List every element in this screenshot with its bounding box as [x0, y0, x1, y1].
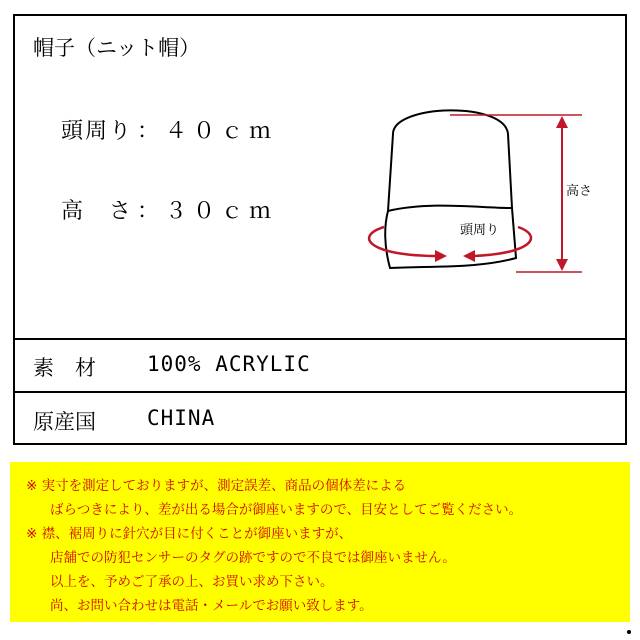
product-title: 帽子（ニット帽） [33, 36, 201, 60]
notice-box [10, 462, 630, 622]
table-divider [15, 391, 625, 393]
origin-label: 原産国 [33, 410, 96, 434]
notice-line: 店舗での防犯センサーのタグの跡ですので不良では御座いません。 [50, 550, 456, 566]
table-divider [15, 338, 625, 340]
height-separator: ： [137, 199, 162, 224]
notice-line: ばらつきにより、差が出る場合が御座いますので、目安としてご覧ください。 [50, 502, 523, 518]
height-value: ３０ｃｍ [165, 199, 278, 224]
height-arrow-head-top [556, 116, 568, 128]
origin-value: CHINA [147, 406, 216, 430]
corner-dot [627, 630, 631, 634]
notice-line: ※ 襟、裾周りに針穴が目に付くことが御座いますが、 [26, 526, 353, 542]
beanie-measurement-diagram [350, 96, 600, 286]
circumference-diagram-label: 頭周り [460, 223, 500, 238]
circumference-separator: ： [137, 119, 162, 144]
notice-line: 尚、お問い合わせは電話・メールでお願い致します。 [50, 598, 373, 614]
circumference-value: ４０ｃｍ [165, 119, 278, 144]
circumference-label: 頭周り [61, 119, 134, 144]
height-diagram-label: 高さ [566, 184, 593, 199]
notice-line: ※ 実寸を測定しておりますが、測定誤差、商品の個体差による [26, 478, 407, 494]
notice-line: 以上を、予めご了承の上、お買い求め下さい。 [50, 574, 334, 590]
beanie-crown-outline [388, 110, 512, 211]
height-arrow-head-bottom [556, 259, 568, 271]
material-value: 100% ACRYLIC [147, 352, 311, 376]
height-label: 高 さ [61, 199, 134, 224]
material-label: 素 材 [33, 356, 96, 380]
product-spec-table [13, 14, 627, 445]
